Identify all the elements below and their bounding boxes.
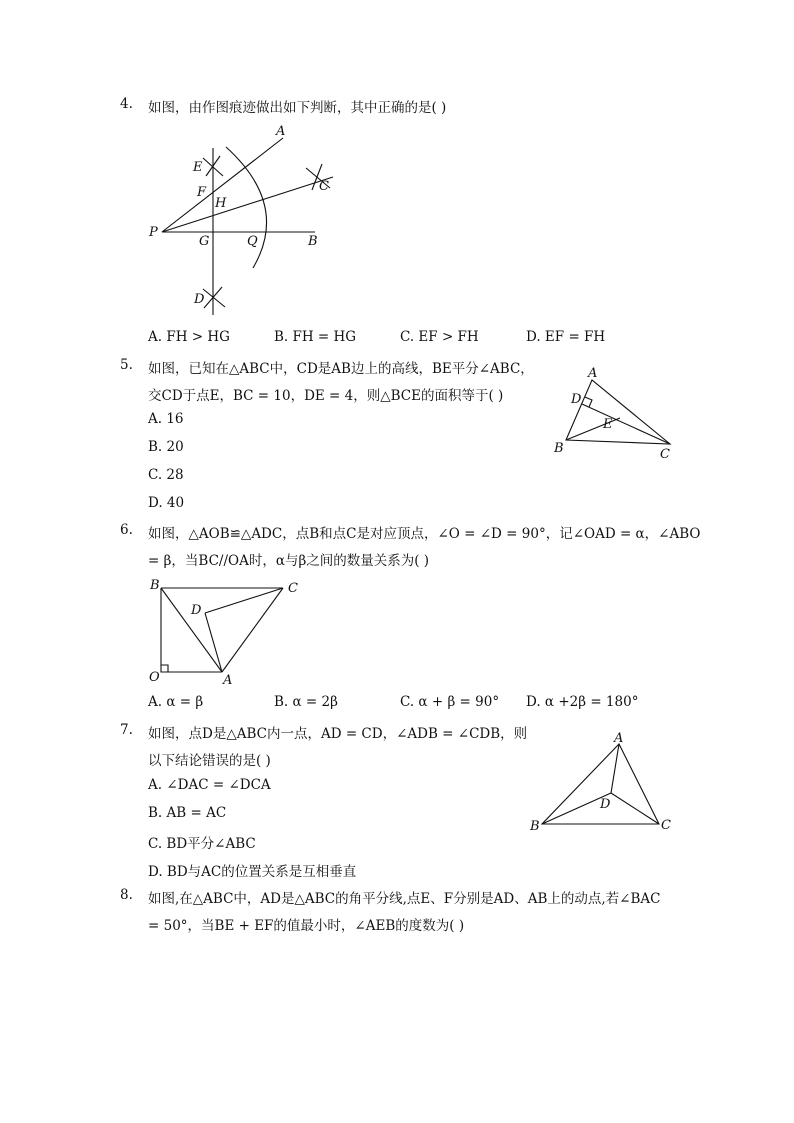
question-text-line2: = β，当BC//OA时，α与β之间的数量关系为( ) xyxy=(148,553,430,569)
option-b[interactable]: B. α = 2β xyxy=(274,694,338,710)
question-text-line2: 交CD于点E，BC = 10，DE = 4，则△BCE的面积等于( ) xyxy=(148,388,504,404)
option-c[interactable]: C. EF > FH xyxy=(400,329,479,345)
question-text-line1: 如图,在△ABC中，AD是△ABC的角平分线,点E、F分别是AD、AB上的动点,若∠BAC xyxy=(148,891,661,907)
question-number: 6. xyxy=(120,522,133,538)
label-b: B xyxy=(530,819,540,834)
option-c[interactable]: C. BD平分∠ABC xyxy=(148,836,256,852)
triangle-abc xyxy=(542,744,659,824)
option-b[interactable]: B. FH = HG xyxy=(274,329,357,345)
option-c[interactable]: C. α + β = 90° xyxy=(400,694,500,710)
label-e: E xyxy=(603,417,613,432)
label-p: P xyxy=(149,225,158,240)
label-c: C xyxy=(661,818,671,833)
option-d[interactable]: D. BD与AC的位置关系是互相垂直 xyxy=(148,864,357,880)
label-d: D xyxy=(571,392,582,407)
label-c: C xyxy=(288,581,298,596)
label-o: O xyxy=(149,670,160,685)
option-a[interactable]: A. α = β xyxy=(148,694,204,710)
label-d: D xyxy=(194,292,205,307)
question-text-line1: 如图，△AOB≌△ADC，点B和点C是对应顶点，∠O = ∠D = 90°，记∠OAD = α，∠ABO xyxy=(148,526,701,542)
label-a: A xyxy=(614,731,624,746)
option-a[interactable]: A. FH > HG xyxy=(148,329,230,345)
label-a: A xyxy=(276,124,286,139)
label-d: D xyxy=(600,797,611,812)
question-text-line2: = 50°，当BE + EF的值最小时，∠AEB的度数为( ) xyxy=(148,918,465,934)
question-number: 7. xyxy=(120,722,133,738)
label-f: F xyxy=(197,185,207,200)
label-g: G xyxy=(199,234,210,249)
label-c: C xyxy=(319,179,329,194)
question-number: 8. xyxy=(120,887,133,903)
label-a: A xyxy=(223,673,233,688)
question-text-line1: 如图，点D是△ABC内一点，AD = CD，∠ADB = ∠CDB，则 xyxy=(148,726,528,742)
label-h: H xyxy=(215,196,227,211)
label-b: B xyxy=(308,234,318,249)
question-text-line1: 如图，已知在△ABC中，CD是AB边上的高线，BE平分∠ABC， xyxy=(148,361,534,377)
option-a[interactable]: A. 16 xyxy=(148,411,184,427)
label-b: B xyxy=(150,578,160,593)
option-d[interactable]: D. α +2β = 180° xyxy=(526,694,639,710)
label-d: D xyxy=(191,603,202,618)
option-a[interactable]: A. ∠DAC = ∠DCA xyxy=(148,777,271,793)
option-b[interactable]: B. 20 xyxy=(148,439,184,455)
label-a: A xyxy=(588,366,598,381)
question-text: 如图，由作图痕迹做出如下判断，其中正确的是( ) xyxy=(148,100,447,116)
question-text-line2: 以下结论错误的是( ) xyxy=(148,753,271,769)
label-b: B xyxy=(554,441,564,456)
question-number: 4. xyxy=(120,96,133,112)
label-c: C xyxy=(660,447,670,462)
option-b[interactable]: B. AB = AC xyxy=(148,805,227,821)
question-number: 5. xyxy=(120,357,133,373)
option-c[interactable]: C. 28 xyxy=(148,467,184,483)
label-e: E xyxy=(193,160,203,175)
label-q: Q xyxy=(247,234,258,249)
option-d[interactable]: D. 40 xyxy=(148,495,185,511)
option-d[interactable]: D. EF = FH xyxy=(526,329,606,345)
